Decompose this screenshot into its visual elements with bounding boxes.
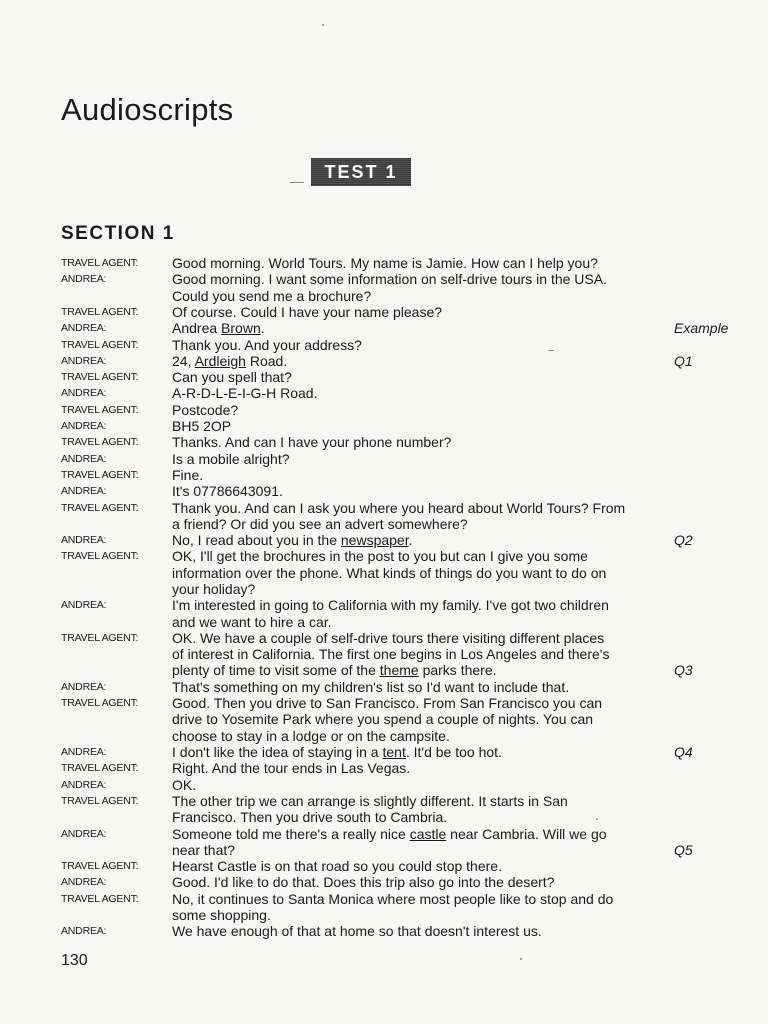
question-marker: Q3: [674, 662, 693, 679]
dialogue-line: Someone told me there's a really nice castle near Cambria. Will we go near that?: [172, 825, 607, 858]
speaker-label: ANDREA:: [61, 322, 107, 335]
page-number: 130: [61, 952, 88, 969]
dialogue-line: OK. We have a couple of self-drive tours there visiting different places of interest in California. The first one begins in Los Angeles and there's plenty of time to visit some of the theme parks there.: [172, 629, 610, 679]
speaker-label: TRAVEL AGENT:: [61, 403, 139, 416]
speaker-label: TRAVEL AGENT:: [61, 468, 139, 481]
dialogue-line: I don't like the idea of staying in a tent. It'd be too hot.: [172, 744, 502, 760]
speaker-label: ANDREA:: [61, 452, 107, 465]
speaker-label: TRAVEL AGENT:: [61, 371, 139, 384]
speaker-label: ANDREA:: [61, 778, 107, 791]
dialogue-line: I'm interested in going to California with my family. I've got two children and we want to hire a car.: [172, 597, 609, 630]
speaker-label: ANDREA:: [61, 925, 107, 938]
speaker-label: ANDREA:: [61, 273, 107, 286]
speaker-label: TRAVEL AGENT:: [61, 631, 139, 644]
dialogue-line: Postcode?: [172, 401, 239, 418]
dialogue-line: BH5 2OP: [172, 418, 232, 434]
speaker-label: TRAVEL AGENT:: [61, 257, 139, 269]
speaker-label: ANDREA:: [61, 420, 107, 432]
dialogue-line: Good. Then you drive to San Francisco. From San Francisco you can drive to Yosemite Park where you spend a couple of nights. You can choose to stay in a lodge or on the campsite.: [172, 695, 603, 744]
dialogue-line: Good. I'd like to do that. Does this trip also go into the desert?: [172, 874, 555, 891]
dialogue-line: Good morning. World Tours. My name is Jamie. How can I help you?: [172, 255, 598, 271]
scan-speck: [548, 350, 554, 351]
dialogue-line: OK, I'll get the brochures in the post to you but can I give you some information over the phone. What kinds of things do you want to do on your holiday?: [172, 548, 607, 597]
speaker-label: ANDREA:: [61, 876, 107, 889]
speaker-label: TRAVEL AGENT:: [61, 892, 139, 905]
scan-speck: [290, 182, 304, 183]
speaker-label: TRAVEL AGENT:: [61, 305, 139, 318]
speaker-label: ANDREA:: [61, 387, 107, 400]
dialogue-line: OK.: [172, 776, 197, 793]
dialogue-line: Of course. Could I have your name please?: [172, 303, 443, 320]
speaker-label: TRAVEL AGENT:: [61, 860, 139, 873]
question-marker: Q5: [674, 841, 693, 858]
speaker-label: TRAVEL AGENT:: [61, 501, 139, 514]
question-marker: Q4: [674, 744, 693, 760]
dialogue-line: No, it continues to Santa Monica where most people like to stop and do some shopping.: [172, 890, 614, 923]
dialogue-line: The other trip we can arrange is slightly different. It starts in San Francisco. Then you drive south to Cambria.: [172, 792, 568, 826]
question-marker: Q1: [674, 352, 693, 369]
dialogue-line: It's 07786643091.: [172, 483, 283, 500]
scan-speck: [322, 24, 324, 26]
dialogue-line: No, I read about you in the newspaper.: [172, 532, 413, 549]
speaker-label: TRAVEL AGENT:: [61, 436, 139, 449]
dialogue-line: Thank you. And your address?: [172, 336, 362, 353]
section-heading: SECTION 1: [61, 223, 175, 244]
speaker-label: ANDREA:: [61, 599, 107, 612]
dialogue-line: A-R-D-L-E-I-G-H Road.: [172, 385, 318, 402]
dialogue-line: Right. And the tour ends in Las Vegas.: [172, 760, 411, 777]
speaker-label: ANDREA:: [61, 827, 107, 840]
dialogue-line: Can you spell that?: [172, 369, 292, 386]
dialogue-line: Fine.: [172, 466, 204, 483]
dialogue-line: That's something on my children's list so I'd want to include that.: [172, 678, 570, 695]
test-badge: TEST 1: [311, 158, 411, 186]
question-marker: Q2: [674, 532, 693, 549]
dialogue-line: 24, Ardleigh Road.: [172, 352, 288, 369]
page-title: Audioscripts: [61, 92, 234, 127]
speaker-label: TRAVEL AGENT:: [61, 794, 139, 807]
dialogue-line: Is a mobile alright?: [172, 450, 290, 467]
scan-speck: [520, 958, 522, 960]
dialogue-line: Thanks. And can I have your phone number?: [172, 434, 452, 451]
dialogue-line: Good morning. I want some information on self-drive tours in the USA. Could you send me a brochure?: [172, 271, 607, 304]
speaker-label: ANDREA:: [61, 354, 107, 367]
speaker-label: TRAVEL AGENT:: [61, 762, 139, 775]
speaker-label: ANDREA:: [61, 485, 107, 498]
dialogue-line: Thank you. And can I ask you where you heard about World Tours? From a friend? Or did you see an advert somewhere?: [172, 499, 626, 532]
speaker-label: ANDREA:: [61, 534, 107, 547]
speaker-label: TRAVEL AGENT:: [61, 338, 139, 351]
dialogue-line: We have enough of that at home so that doesn't interest us.: [172, 923, 542, 940]
question-marker: Example: [674, 320, 729, 337]
speaker-label: TRAVEL AGENT:: [61, 697, 139, 710]
speaker-label: ANDREA:: [61, 680, 107, 693]
scan-speck: [596, 818, 598, 820]
dialogue-line: Hearst Castle is on that road so you could stop there.: [172, 858, 502, 875]
dialogue-line: Andrea Brown.: [172, 320, 265, 337]
speaker-label: ANDREA:: [61, 746, 107, 758]
speaker-label: TRAVEL AGENT:: [61, 550, 139, 563]
